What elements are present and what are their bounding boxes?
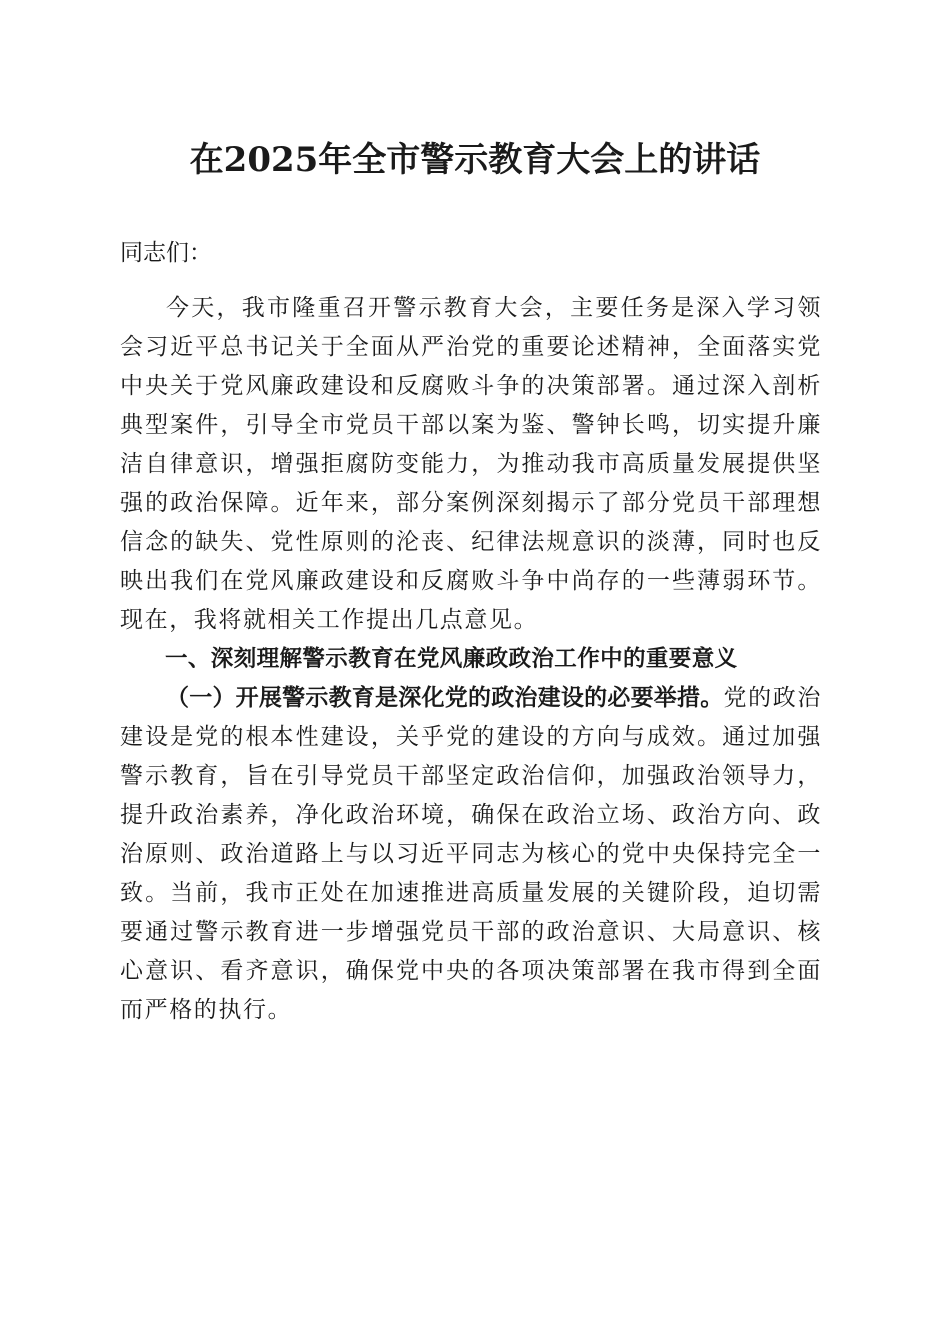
subsection-body-1: 党的政治建设是党的根本性建设，关乎党的建设的方向与成效。通过加强警示教育，旨在引导党员干部坚定政治信仰，加强政治领导力，提升政治素养，净化政治环境，确保在政治立场、政治方向、政治原则、政治道路上与以习近平同志为核心的党中央保持完全一致。当前，我市正处在加速推进高质量发展的关键阶段，迫切需要通过警示教育进一步增强党员干部的政治意识、大局意识、核心意识、看齐意识，确保党中央的各项决策部署在我市得到全面而严格的执行。 bbox=[120, 685, 822, 1023]
document-body bbox=[120, 238, 822, 1030]
paragraph-intro: 今天，我市隆重召开警示教育大会，主要任务是深入学习领会习近平总书记关于全面从严治党的重要论述精神，全面落实党中央关于党风廉政建设和反腐败斗争的决策部署。通过深入剖析典型案件，引导全市党员干部以案为鉴、警钟长鸣，切实提升廉洁自律意识，增强拒腐防变能力，为推动我市高质量发展提供坚强的政治保障。近年来，部分案例深刻揭示了部分党员干部理想信念的缺失、党性原则的沦丧、纪律法规意识的淡薄，同时也反映出我们在党风廉政建设和反腐败斗争中尚存的一些薄弱环节。现在，我将就相关工作提出几点意见。 bbox=[120, 295, 822, 633]
subsection-1 bbox=[120, 679, 822, 1030]
subsection-heading-1: （一）开展警示教育是深化党的政治建设的必要举措。 bbox=[166, 685, 724, 711]
salutation: 同志们： bbox=[120, 240, 212, 266]
section-heading-1: 一、深刻理解警示教育在党风廉政政治工作中的重要意义 bbox=[165, 646, 738, 672]
document-title: 在2025年全市警示教育大会上的讲话 bbox=[189, 140, 761, 180]
